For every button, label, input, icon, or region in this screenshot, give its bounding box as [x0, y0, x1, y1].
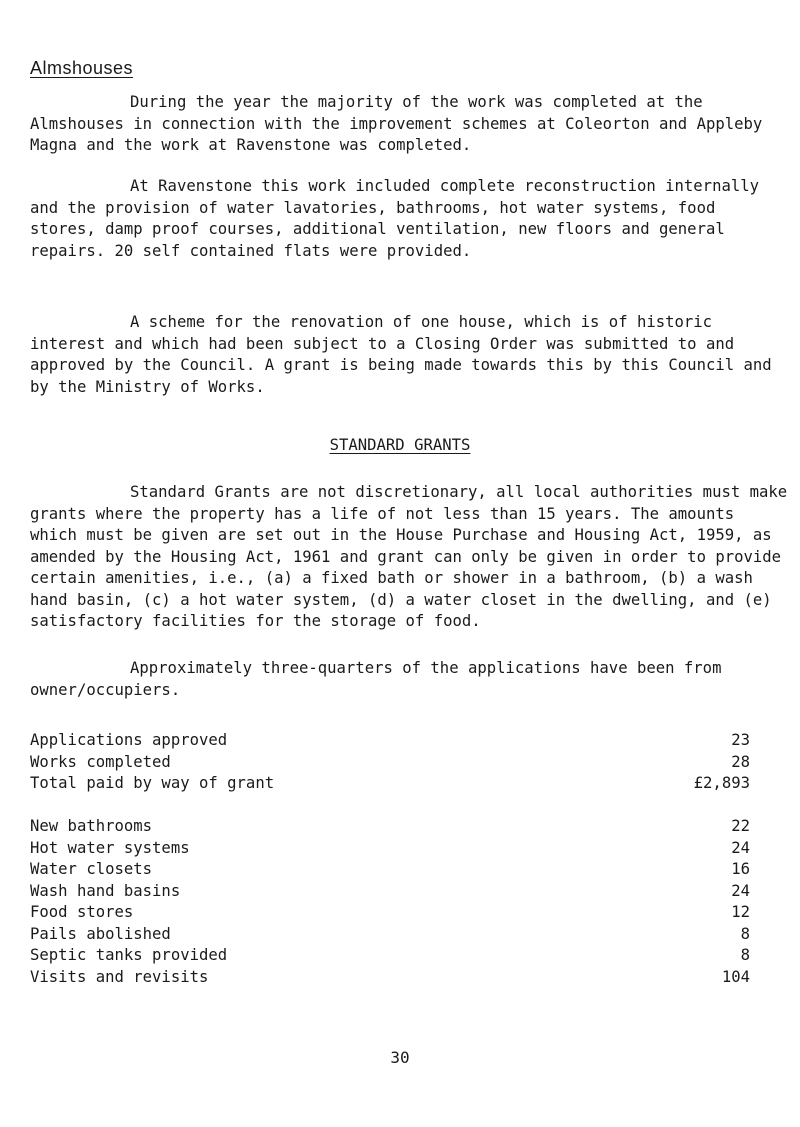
stat-row [30, 752, 750, 774]
stat-value: 24 [731, 838, 750, 857]
section-heading-standard-grants: STANDARD GRANTS [329, 436, 471, 454]
section-heading-almshouses: Almshouses [30, 58, 134, 78]
stat-row [30, 881, 750, 903]
summary-stats-list [30, 730, 750, 795]
stat-label: Pails abolished [30, 924, 171, 943]
stat-label: New bathrooms [30, 817, 153, 835]
stat-row [30, 859, 750, 881]
stat-value: 24 [731, 881, 750, 900]
stat-row [30, 924, 750, 946]
stat-label: Total paid by way of grant [30, 774, 275, 792]
paragraph-owner-occupiers: Approximately three-quarters of the applications have been from owner/occupiers. [30, 659, 722, 699]
stat-row [30, 838, 750, 860]
paragraph-renovation-scheme: A scheme for the renovation of one house, which is of historic interest and which had been subject to a Closing Order was submitted to and approved by the Council. A grant is being made towards this by this Council and by the Ministry of Works. [30, 313, 772, 396]
stat-label: Septic tanks provided [30, 946, 228, 964]
stat-label: Water closets [30, 860, 153, 878]
stat-label: Wash hand basins [30, 881, 181, 900]
page-number: 30 [390, 1048, 410, 1067]
stat-row [30, 945, 750, 967]
stat-row [30, 816, 750, 838]
stat-row [30, 730, 750, 752]
stat-value: 8 [740, 924, 750, 943]
stat-label: Food stores [30, 903, 134, 921]
stat-row [30, 967, 750, 989]
stat-row [30, 773, 750, 795]
stat-value: 28 [731, 752, 750, 771]
paragraph-ravenstone: At Ravenstone this work included complete reconstruction internally and the provision of water lavatories, bathrooms, hot water systems, food stores, damp proof courses, additional ventilation, new floors and general repairs. 20 self contained flats were provided. [30, 177, 760, 260]
stat-label: Works completed [30, 752, 171, 771]
paragraph-standard-grants: Standard Grants are not discretionary, all local authorities must make grants where the property has a life of not less than 15 years. The amounts which must be given are set out in the House Purchase and Housing Act, 1959, as amended by the Housing Act, 1961 and grant can only be given in order to provide certain amenities, i.e., (a) a fixed bath or shower in a bathroom, (b) a wash hand basin, (c) a hot water system, (d) a water closet in the dwelling, and (e) satisfactory facilities for the storage of food. [30, 483, 788, 630]
stat-value: 22 [731, 817, 750, 835]
stat-label: Applications approved [30, 731, 228, 749]
stat-value: 104 [721, 967, 750, 986]
stat-label: Hot water systems [30, 838, 190, 857]
amenity-stats-list [30, 816, 750, 988]
stat-value: 23 [731, 731, 750, 749]
paragraph-almshouses-work: During the year the majority of the work was completed at the Almshouses in connection with the improvement schemes at Coleorton and Appleby Magna and the work at Ravenstone was completed. [30, 93, 763, 154]
stat-value: 12 [731, 903, 750, 921]
stat-value: £2,893 [693, 774, 750, 792]
stat-value: 8 [740, 946, 750, 964]
stat-label: Visits and revisits [30, 967, 209, 986]
stat-value: 16 [731, 860, 750, 878]
stat-row [30, 902, 750, 924]
